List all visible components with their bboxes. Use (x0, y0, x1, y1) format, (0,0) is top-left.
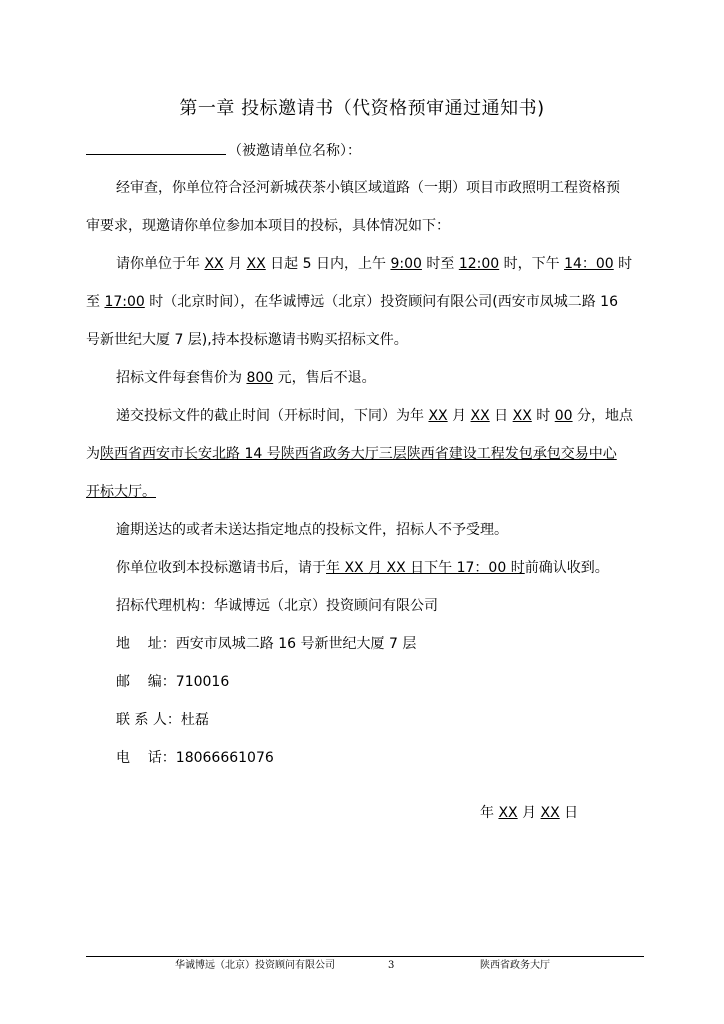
text: 元，售后不退。 (273, 370, 376, 386)
text: 时 (531, 408, 555, 424)
morning-end-time: 12:00 (458, 256, 500, 272)
invitee-name-blank (86, 140, 226, 155)
text: 分，地点 (572, 408, 634, 424)
confirm-deadline: 年 XX 月 XX 日下午 17：00 时 (326, 560, 525, 576)
paragraph-2-line-2 (86, 292, 646, 312)
text: 前确认收到。 (524, 560, 609, 576)
text: 为 (86, 446, 100, 462)
paragraph-6 (116, 558, 646, 578)
text: 月 (447, 408, 471, 424)
text: 日 (489, 408, 513, 424)
text: 月 (223, 256, 247, 272)
text: 你单位收到本投标邀请书后，请于 (116, 560, 326, 576)
paragraph-4-line-1 (116, 406, 646, 426)
chapter-title: 第一章 投标邀请书（代资格预审通过通知书) (179, 98, 545, 119)
postcode-line: 邮 编：710016 (116, 674, 230, 690)
invitee-line (86, 140, 646, 161)
venue-hall: 开标大厅。 (86, 484, 156, 500)
address-line: 地 址：西安市凤城二路 16 号新世纪大厦 7 层 (116, 636, 417, 652)
paragraph-3 (116, 368, 646, 388)
footer-divider (86, 956, 644, 957)
day-blank: XX (246, 256, 266, 272)
date-day: XX (540, 805, 560, 821)
paragraph-1-line-2: 审要求，现邀请你单位参加本项目的投标，具体情况如下： (86, 218, 450, 234)
venue-address: 陕西省西安市长安北路 14 号陕西省政务大厅三层陕西省建设工程发包承包交易中心 (100, 446, 617, 462)
text: 时至 (421, 256, 459, 272)
text: 年 (480, 805, 499, 821)
paragraph-5: 逾期送达的或者未送达指定地点的投标文件，招标人不予受理。 (116, 522, 508, 538)
phone-line: 电 话：18066661076 (116, 750, 274, 766)
deadline-month: XX (428, 408, 448, 424)
price-value: 800 (246, 370, 274, 386)
text: 日 (559, 805, 579, 821)
deadline-minute: 00 (554, 408, 573, 424)
text: 请你单位于年 (116, 256, 205, 272)
deadline-hour: XX (512, 408, 532, 424)
footer-page-number: 3 (388, 960, 395, 971)
signature-date (480, 803, 578, 823)
month-blank: XX (204, 256, 224, 272)
text: 递交投标文件的截止时间（开标时间，下同）为年 (116, 408, 429, 424)
paragraph-4-line-3 (86, 482, 646, 502)
morning-start-time: 9:00 (390, 256, 422, 272)
afternoon-start-time: 14：00 (564, 256, 614, 272)
date-month: XX (498, 805, 518, 821)
paragraph-1-line-1: 经审查，你单位符合泾河新城茯茶小镇区域道路（一期）项目市政照明工程资格预 (116, 180, 620, 196)
text: 时 (613, 256, 633, 272)
invitee-label: （被邀请单位名称）： (228, 143, 361, 159)
text: 时（北京时间），在华诚博远（北京）投资顾问有限公司(西安市凤城二路 16 (144, 294, 618, 310)
footer-location: 陕西省政务大厅 (480, 960, 550, 971)
footer-company: 华诚博远（北京）投资顾问有限公司 (175, 960, 335, 971)
text: 至 (86, 294, 105, 310)
text: 日起 5 日内，上午 (265, 256, 391, 272)
paragraph-4-line-2 (86, 444, 646, 464)
text: 招标文件每套售价为 (116, 370, 247, 386)
text: 月 (517, 805, 541, 821)
paragraph-2-line-3: 号新世纪大厦 7 层),持本投标邀请书购买招标文件。 (86, 332, 408, 348)
text: 时，下午 (499, 256, 565, 272)
paragraph-2-line-1 (116, 254, 646, 274)
agency-line: 招标代理机构：华诚博远（北京）投资顾问有限公司 (116, 598, 438, 614)
afternoon-end-time: 17:00 (104, 294, 145, 310)
contact-line: 联 系 人：杜磊 (116, 712, 209, 728)
deadline-day: XX (470, 408, 490, 424)
